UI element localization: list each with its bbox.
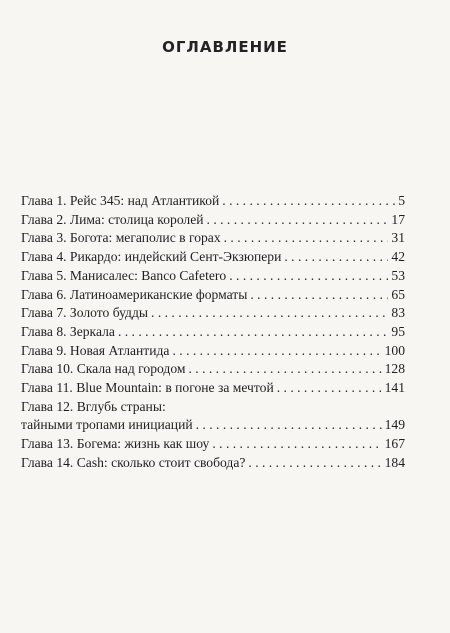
toc-entry-page: 149 (384, 417, 405, 433)
toc-entry-page: 83 (391, 305, 405, 321)
toc-entry-title: Глава 9. Новая Атлантида (21, 342, 170, 358)
dot-leader (207, 211, 389, 230)
dot-leader (222, 192, 395, 211)
toc-entry-page: 31 (391, 230, 405, 246)
dot-leader (224, 229, 389, 248)
toc-entry-page: 42 (391, 249, 405, 265)
toc-entry-page: 100 (384, 342, 405, 358)
dot-leader (277, 379, 382, 398)
toc-entry-10 (21, 360, 405, 379)
toc-entry-14 (21, 454, 405, 473)
toc-entry-title-continued: тайными тропами инициаций (21, 417, 193, 433)
toc-entry-3 (21, 229, 405, 248)
dot-leader (151, 304, 388, 323)
toc-entry-title: Глава 4. Рикардо: индейский Сент-Экзюпери (21, 249, 282, 265)
dot-leader (188, 360, 381, 379)
page-title: ОГЛАВЛЕНИЕ (162, 38, 288, 56)
toc-entry-page: 141 (384, 380, 405, 396)
toc-entry-page: 167 (384, 436, 405, 452)
toc-entry-title: Глава 8. Зеркала (21, 323, 115, 339)
toc-entry-page: 65 (391, 286, 405, 302)
dot-leader (250, 286, 388, 305)
table-of-contents (21, 192, 405, 473)
toc-entry-page: 17 (391, 211, 405, 227)
toc-entry-title: Глава 6. Латиноамериканские форматы (21, 286, 248, 302)
toc-entry-title: Глава 2. Лима: столица королей (21, 211, 204, 227)
toc-entry-11 (21, 379, 405, 398)
toc-entry-page: 128 (384, 361, 405, 377)
toc-entry-12-first-line (21, 398, 405, 417)
toc-entry-page: 5 (398, 193, 405, 208)
toc-entry-2 (21, 211, 405, 230)
toc-entry-13 (21, 435, 405, 454)
dot-leader (172, 342, 381, 361)
toc-entry-5 (21, 267, 405, 286)
dot-leader (196, 416, 382, 435)
toc-entry-page: 95 (391, 323, 405, 339)
toc-entry-1 (21, 192, 405, 211)
toc-entry-7 (21, 304, 405, 323)
dot-leader (212, 435, 381, 454)
toc-entry-page: 184 (384, 454, 405, 470)
dot-leader (284, 248, 388, 267)
toc-entry-6 (21, 286, 405, 305)
toc-entry-title: Глава 11. Blue Mountain: в погоне за мечтой (21, 380, 274, 396)
dot-leader (229, 267, 388, 286)
toc-entry-8 (21, 323, 405, 342)
toc-entry-title: Глава 5. Манисалес: Banco Cafetero (21, 267, 227, 283)
toc-entry-12 (21, 416, 405, 435)
toc-entry-page: 53 (391, 267, 405, 283)
toc-entry-title: Глава 1. Рейс 345: над Атлантикой (21, 193, 220, 208)
toc-entry-4 (21, 248, 405, 267)
toc-entry-title: Глава 7. Золото будды (21, 305, 149, 321)
dot-leader (118, 323, 388, 342)
dot-leader (248, 454, 381, 473)
toc-entry-9 (21, 342, 405, 361)
toc-entry-title: Глава 14. Cash: сколько стоит свобода? (21, 454, 246, 470)
toc-entry-title: Глава 12. Вглубь страны: (21, 398, 166, 414)
toc-entry-title: Глава 13. Богема: жизнь как шоу (21, 436, 210, 452)
toc-entry-title: Глава 10. Скала над городом (21, 361, 186, 377)
toc-entry-title: Глава 3. Богота: мегаполис в горах (21, 230, 221, 246)
